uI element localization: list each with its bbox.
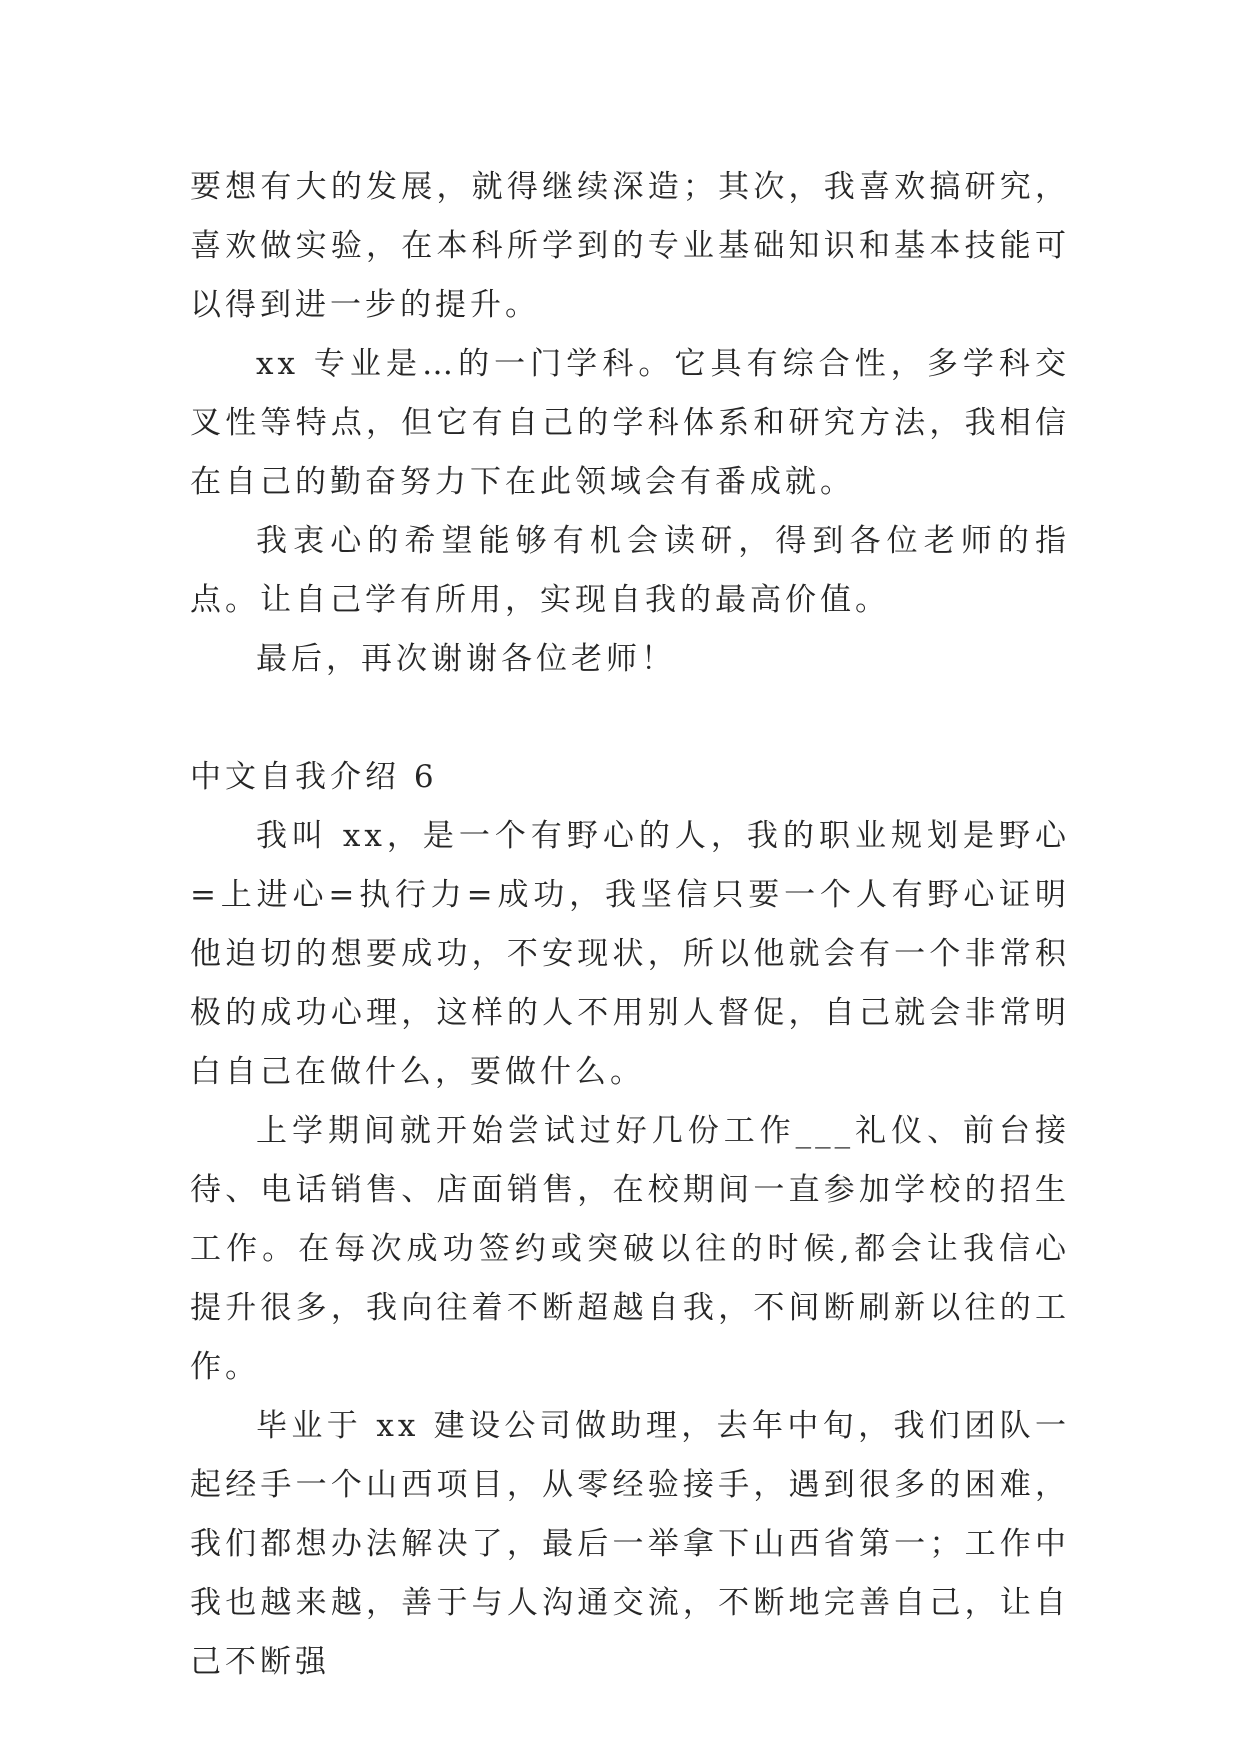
document-body xyxy=(190,158,1070,1692)
paragraph-thanks: 最后，再次谢谢各位老师！ xyxy=(256,641,676,677)
paragraph-assistant-role: 毕业于 xx 建设公司做助理，去年中旬，我们团队一起经手一个山西项目，从零经验接手，遇到很多的困难，我们都想办法解决了，最后一举拿下山西省第一；工作中我也越来越，善于与人沟通交流，不断地完善自己，让自己不断强 xyxy=(190,1408,1070,1680)
paragraph-ambition: 我叫 xx，是一个有野心的人，我的职业规划是野心=上进心=执行力=成功，我坚信只要一个人有野心证明他迫切的想要成功，不安现状，所以他就会有一个非常积极的成功心理，这样的人不用别人督促，自己就会非常明白自己在做什么，要做什么。 xyxy=(190,818,1070,1090)
paragraph-major-description: xx 专业是…的一门学科。它具有综合性，多学科交叉性等特点，但它有自己的学科体系和研究方法，我相信在自己的勤奋努力下在此领域会有番成就。 xyxy=(190,346,1070,500)
paragraph-continuation: 要想有大的发展，就得继续深造；其次，我喜欢搞研究，喜欢做实验，在本科所学到的专业基础知识和基本技能可以得到进一步的提升。 xyxy=(190,169,1070,323)
section-title: 中文自我介绍 6 xyxy=(190,759,438,795)
paragraph-hope: 我衷心的希望能够有机会读研，得到各位老师的指点。让自己学有所用，实现自我的最高价值。 xyxy=(190,523,1070,618)
paragraph-work-experience: 上学期间就开始尝试过好几份工作___礼仪、前台接待、电话销售、店面销售，在校期间一直参加学校的招生工作。在每次成功签约或突破以往的时候,都会让我信心提升很多，我向往着不断超越自我，不间断刷新以往的工作。 xyxy=(190,1113,1070,1385)
